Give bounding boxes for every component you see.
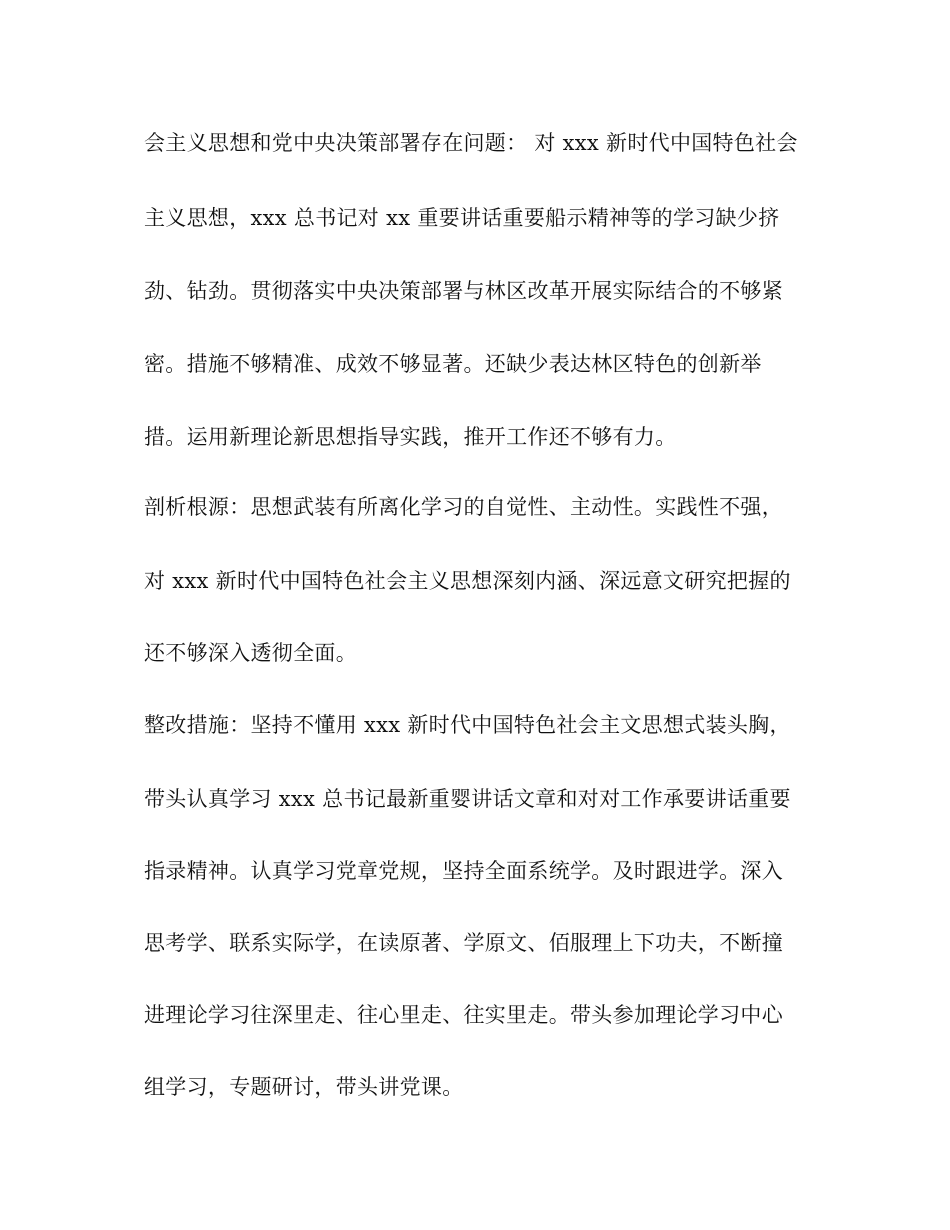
text-line: 指录精神。认真学习党章党规，坚持全面系统学。及时跟进学。深入: [144, 859, 783, 883]
text-line: 主义思想，xxx 总书记对 xx 重要讲话重要船示精神等的学习缺少挤: [144, 206, 780, 230]
text-line: 密。措施不够精准、成效不够显著。还缺少表达林区特色的创新举: [144, 352, 762, 376]
text-line: 进理论学习往深里走、往心里走、往实里走。带头参加理论学习中心: [144, 1003, 783, 1027]
text-line: 剖析根源：思想武装有所离化学习的自觉性、主动性。实践性不强，: [144, 495, 783, 519]
text-line: 会主义思想和党中央决策部署存在问题： 对 xxx 新时代中国特色社会: [144, 131, 798, 155]
text-line: 组学习，专题研讨，带头讲党课。: [144, 1075, 464, 1099]
text-line: 劲、钻劲。贯彻落实中央决策部署与林区改革开展实际结合的不够紧: [144, 279, 783, 303]
text-line: 对 xxx 新时代中国特色社会主义思想深刻内涵、深远意文研究把握的: [144, 569, 791, 593]
text-line: 带头认真学习 xxx 总书记最新重婴讲话文章和对对工作承要讲话重要: [144, 787, 791, 811]
text-line: 整改措施：坚持不懂用 xxx 新时代中国特色社会主文思想式装头胸，: [144, 713, 791, 737]
text-line: 措。运用新理论新思想指导实践，推开工作还不够有力。: [144, 425, 677, 449]
text-line: 还不够深入透彻全面。: [144, 641, 357, 665]
text-line: 思考学、联系实际学，在读原著、学原文、佰服理上下功夫，不断撞: [144, 931, 783, 955]
